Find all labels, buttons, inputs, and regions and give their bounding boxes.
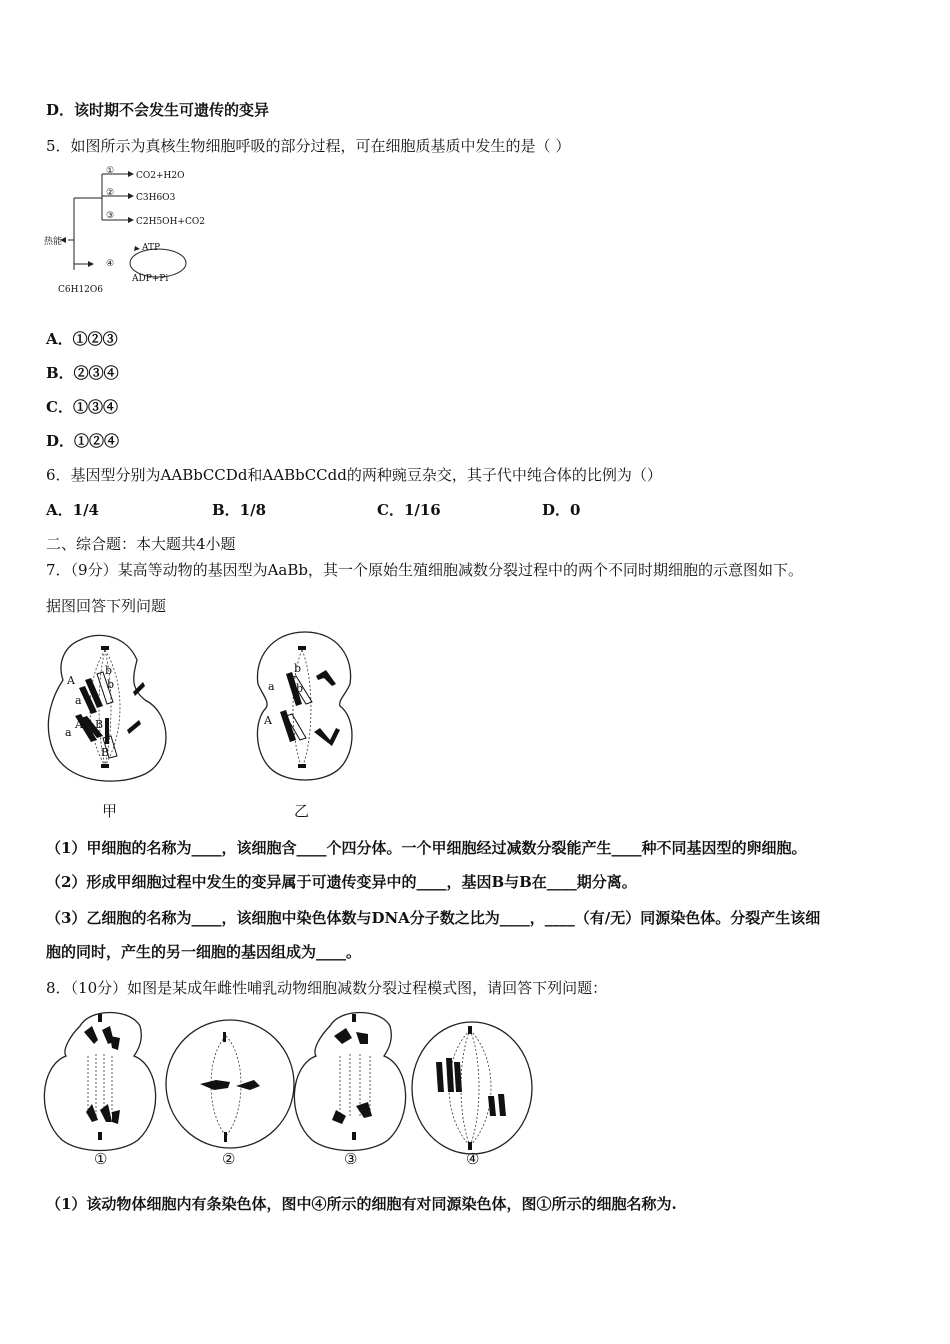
q5-p1-product: CO2+H2O (136, 171, 185, 181)
q7-sub2: （2）形成甲细胞过程中发生的变异属于可遗传变异中的____，基因B与B在____期分离。 (46, 873, 637, 891)
q7-jia-gene-b1: b (105, 664, 113, 677)
q8-sub1: （1）该动物体细胞内有条染色体，图中④所示的细胞有对同源染色体，图①所示的细胞名称为. (46, 1195, 677, 1213)
q5-adp: ADP+Pi (132, 274, 169, 284)
q5-p2-product: C3H6O3 (136, 193, 176, 203)
q8-label-3: ③ (344, 1150, 358, 1168)
q7-stem-2: 据图回答下列问题 (46, 597, 167, 615)
q5-stem: 5．如图所示为真核生物细胞呼吸的部分过程，可在细胞质基质中发生的是（ ） (46, 137, 571, 155)
q8-label-4: ④ (466, 1150, 480, 1168)
q7-yi-gene-b1: b (294, 662, 302, 675)
q7-yi-gene-b2: b (296, 682, 304, 695)
q7-jia-gene-A1: A (67, 674, 75, 687)
q7-yi-gene-A: A (264, 714, 272, 727)
q7-stem: 7．（9分）某高等动物的基因型为AaBb，其一个原始生殖细胞减数分裂过程中的两个不同时期细胞的示意图如下。 (46, 561, 803, 579)
q5-glucose: C6H12O6 (58, 285, 104, 295)
q6-option-c: C．1/16 (377, 501, 441, 519)
q7-sub1: （1）甲细胞的名称为____，该细胞含____个四分体。一个甲细胞经过减数分裂能产生____种不同基因型的卵细胞。 (46, 839, 807, 857)
q5-heat-label: 热能 (44, 237, 63, 247)
q6-option-d: D．0 (542, 501, 581, 519)
q8-cell-2 (166, 1020, 294, 1148)
q7-jia-gene-A2: A (75, 718, 83, 731)
q5-option-d: D．①②④ (46, 432, 120, 450)
q7-jia-gene-b2: b (107, 678, 115, 691)
q7-sub3b: 胞的同时，产生的另一细胞的基因组成为____。 (46, 943, 362, 961)
q7-sub3a: （3）乙细胞的名称为____，该细胞中染色体数与DNA分子数之比为____，____（有/无）同源染色体。分裂产生该细 (46, 909, 821, 927)
q7-caption-jia: 甲 (102, 802, 118, 820)
q5-p3: ③ (106, 211, 115, 221)
q6-option-a: A．1/4 (46, 501, 99, 519)
q8-label-2: ② (222, 1150, 236, 1168)
q8-stem: 8．（10分）如图是某成年雌性哺乳动物细胞减数分裂过程模式图，请回答下列问题： (46, 979, 608, 997)
section-2-heading: 二、综合题：本大题共4小题 (46, 535, 236, 553)
q8-cell-1 (44, 1013, 155, 1151)
q7-cell-yi (250, 628, 360, 783)
q8-label-1: ① (94, 1150, 108, 1168)
q5-p4: ④ (106, 259, 115, 269)
q5-atp: ATP (142, 243, 161, 253)
q7-jia-gene-B2: B (101, 746, 110, 759)
q5-p1: ① (106, 166, 115, 176)
q6-stem: 6．基因型分别为AABbCCDd和AABbCCdd的两种豌豆杂交，其子代中纯合体的比例为（） (46, 466, 662, 484)
q5-p2: ② (106, 188, 115, 198)
q7-yi-gene-a: a (268, 680, 275, 693)
q5-respiration-diagram (40, 160, 210, 300)
q4-option-d: D．该时期不会发生可遗传的变异 (46, 101, 270, 119)
q7-jia-gene-B1: B (95, 718, 104, 731)
q5-option-a: A．①②③ (46, 330, 118, 348)
q8-cell-3 (294, 1013, 405, 1151)
q7-jia-gene-a1: a (75, 694, 82, 707)
q7-jia-gene-a2: a (65, 726, 72, 739)
q8-cell-4 (412, 1022, 532, 1154)
q5-p3-product: C2H5OH+CO2 (136, 217, 205, 227)
q7-cell-jia (45, 632, 170, 782)
q5-option-c: C．①③④ (46, 398, 118, 416)
q8-meiosis-figure (40, 1006, 540, 1156)
q6-option-b: B．1/8 (212, 501, 267, 519)
q7-caption-yi: 乙 (294, 802, 310, 820)
q5-option-b: B．②③④ (46, 364, 119, 382)
